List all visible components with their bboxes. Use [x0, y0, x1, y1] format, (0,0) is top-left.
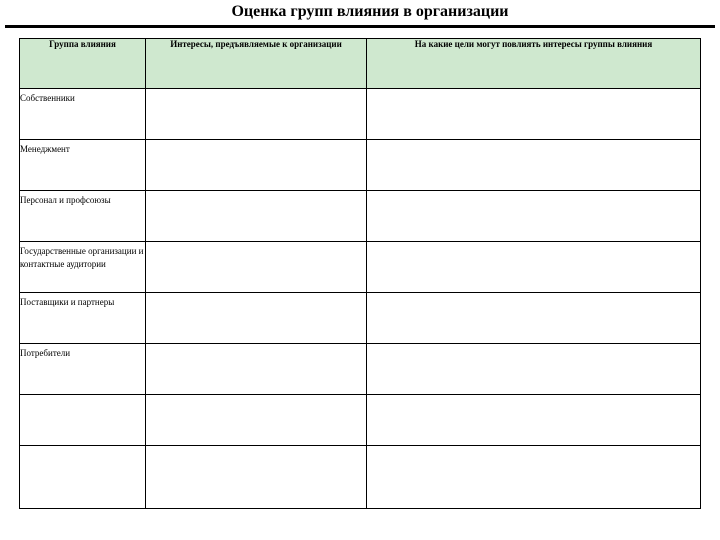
goals-cell[interactable] [367, 395, 701, 446]
goals-cell[interactable] [367, 140, 701, 191]
group-cell[interactable] [20, 140, 146, 191]
influence-groups-table [19, 38, 701, 509]
group-label: Менеджмент [20, 144, 70, 154]
table-row [20, 191, 701, 242]
header-interests: Интересы, предъявляемые к организации [146, 39, 367, 89]
table-row [20, 242, 701, 293]
table-header-row [20, 39, 701, 89]
group-cell[interactable] [20, 242, 146, 293]
header-goals: На какие цели могут повлиять интересы группы влияния [367, 39, 701, 89]
goals-cell[interactable] [367, 191, 701, 242]
group-cell[interactable] [20, 395, 146, 446]
header-group: Группа влияния [20, 39, 146, 89]
interests-cell[interactable] [146, 395, 367, 446]
group-cell[interactable] [20, 344, 146, 395]
group-label [20, 395, 145, 398]
group-cell[interactable] [20, 446, 146, 509]
goals-cell[interactable] [367, 344, 701, 395]
interests-cell[interactable] [146, 242, 367, 293]
page-title: Оценка групп влияния в организации [231, 3, 509, 20]
table-row [20, 395, 701, 446]
table-row [20, 446, 701, 509]
interests-cell[interactable] [146, 140, 367, 191]
group-label: Собственники [20, 93, 75, 103]
interests-cell[interactable] [146, 446, 367, 509]
title-area [0, 0, 720, 28]
table-row [20, 89, 701, 140]
interests-cell[interactable] [146, 344, 367, 395]
group-label [20, 446, 145, 449]
interests-cell[interactable] [146, 191, 367, 242]
table-row [20, 293, 701, 344]
group-cell[interactable] [20, 89, 146, 140]
interests-cell[interactable] [146, 293, 367, 344]
group-cell[interactable] [20, 293, 146, 344]
goals-cell[interactable] [367, 242, 701, 293]
group-label: Потребители [20, 348, 71, 358]
table-row [20, 344, 701, 395]
group-label: Персонал и профсоюзы [20, 195, 111, 205]
goals-cell[interactable] [367, 446, 701, 509]
group-label: Поставщики и партнеры [20, 297, 115, 307]
group-label: Государственные организации и контактные аудитории [20, 246, 144, 269]
group-cell[interactable] [20, 191, 146, 242]
interests-cell[interactable] [146, 89, 367, 140]
table-row [20, 140, 701, 191]
title-underline [5, 25, 715, 28]
goals-cell[interactable] [367, 89, 701, 140]
goals-cell[interactable] [367, 293, 701, 344]
